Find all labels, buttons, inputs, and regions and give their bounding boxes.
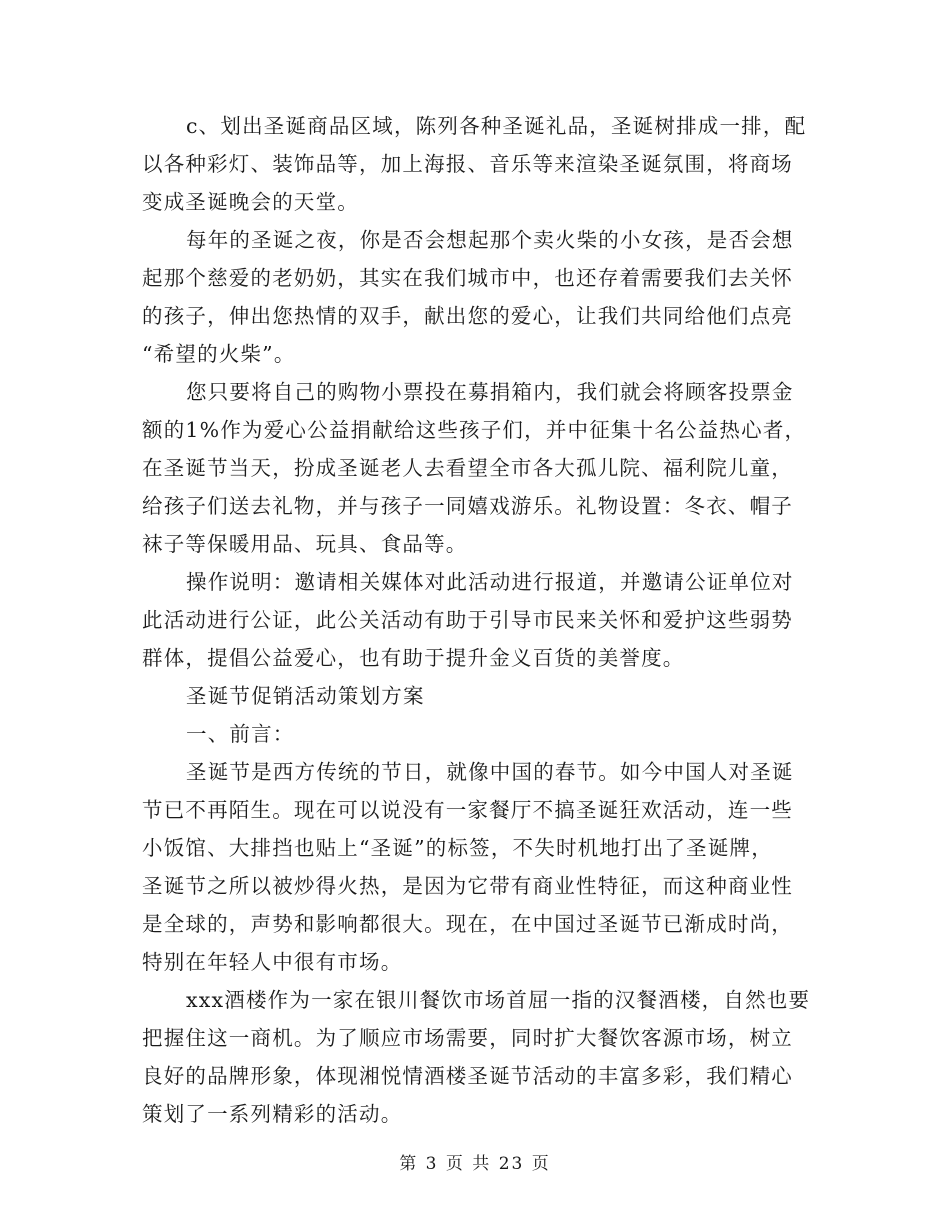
paragraph-christmas-goods-area	[142, 107, 814, 221]
text-line: 节已不再陌生。现在可以说没有一家餐厅不搞圣诞狂欢活动，连一些	[142, 798, 793, 822]
paragraph-restaurant-plan	[142, 981, 814, 1133]
text-line: 是全球的，声势和影响都很大。现在，在中国过圣诞节已渐成时尚，	[142, 912, 793, 936]
text-line: 的孩子，伸出您热情的双手，献出您的爱心，让我们共同给他们点亮	[142, 304, 793, 328]
text-line: 策划了一系列精彩的活动。	[142, 1102, 403, 1126]
text-line: 圣诞节之所以被炒得火热，是因为它带有商业性特征，而这种商业性	[142, 874, 793, 898]
text-line: 此活动进行公证，此公关活动有助于引导市民来关怀和爱护这些弱势	[142, 608, 793, 632]
section-title	[142, 677, 814, 715]
paragraph-donation-box	[142, 373, 814, 563]
text-line: 以各种彩灯、装饰品等，加上海报、音乐等来渲染圣诞氛围，将商场	[142, 152, 793, 176]
paragraph-operation-notes	[142, 563, 814, 677]
section-heading-preface	[142, 715, 814, 753]
text-line: 额的1%作为爱心公益捐献给这些孩子们，并中征集十名公益热心者，	[142, 418, 807, 442]
text-line: 小饭馆、大排挡也贴上“圣诞”的标签，不失时机地打出了圣诞牌，	[142, 836, 773, 860]
text-line: 特别在年轻人中很有市场。	[142, 950, 403, 974]
text-line: 在圣诞节当天，扮成圣诞老人去看望全市各大孤儿院、福利院儿童，	[142, 456, 793, 480]
document-body	[142, 107, 814, 1133]
text-line: 给孩子们送去礼物，并与孩子一同嬉戏游乐。礼物设置：冬衣、帽子	[142, 494, 793, 518]
text-line: 一、前言：	[186, 722, 295, 746]
text-line: c、划出圣诞商品区域，陈列各种圣诞礼品，圣诞树排成一排，配	[186, 114, 807, 138]
paragraph-christmas-intro	[142, 753, 814, 981]
text-line: 袜子等保暖用品、玩具、食品等。	[142, 532, 468, 556]
text-line: 圣诞节是西方传统的节日，就像中国的春节。如今中国人对圣诞	[186, 760, 794, 784]
text-line: 每年的圣诞之夜，你是否会想起那个卖火柴的小女孩，是否会想	[186, 228, 794, 252]
page-number-footer: 第 3 页 共 23 页	[399, 1154, 551, 1174]
text-line: 良好的品牌形象，体现湘悦情酒楼圣诞节活动的丰富多彩，我们精心	[142, 1064, 793, 1088]
text-line: 变成圣诞晚会的天堂。	[142, 190, 359, 214]
text-line: 起那个慈爱的老奶奶，其实在我们城市中，也还存着需要我们去关怀	[142, 266, 793, 290]
text-line: 圣诞节促销活动策划方案	[186, 684, 425, 708]
text-line: 您只要将自己的购物小票投在募捐箱内，我们就会将顾客投票金	[186, 380, 794, 404]
text-line: 把握住这一商机。为了顺应市场需要，同时扩大餐饮客源市场，树立	[142, 1026, 793, 1050]
text-line: 操作说明：邀请相关媒体对此活动进行报道，并邀请公证单位对	[186, 570, 794, 594]
text-line: “希望的火柴”。	[142, 342, 296, 366]
paragraph-christmas-eve	[142, 221, 814, 373]
text-line: 群体，提倡公益爱心，也有助于提升金义百货的美誉度。	[142, 646, 685, 670]
text-line: xxx酒楼作为一家在银川餐饮市场首屈一指的汉餐酒楼，自然也要	[186, 988, 811, 1012]
